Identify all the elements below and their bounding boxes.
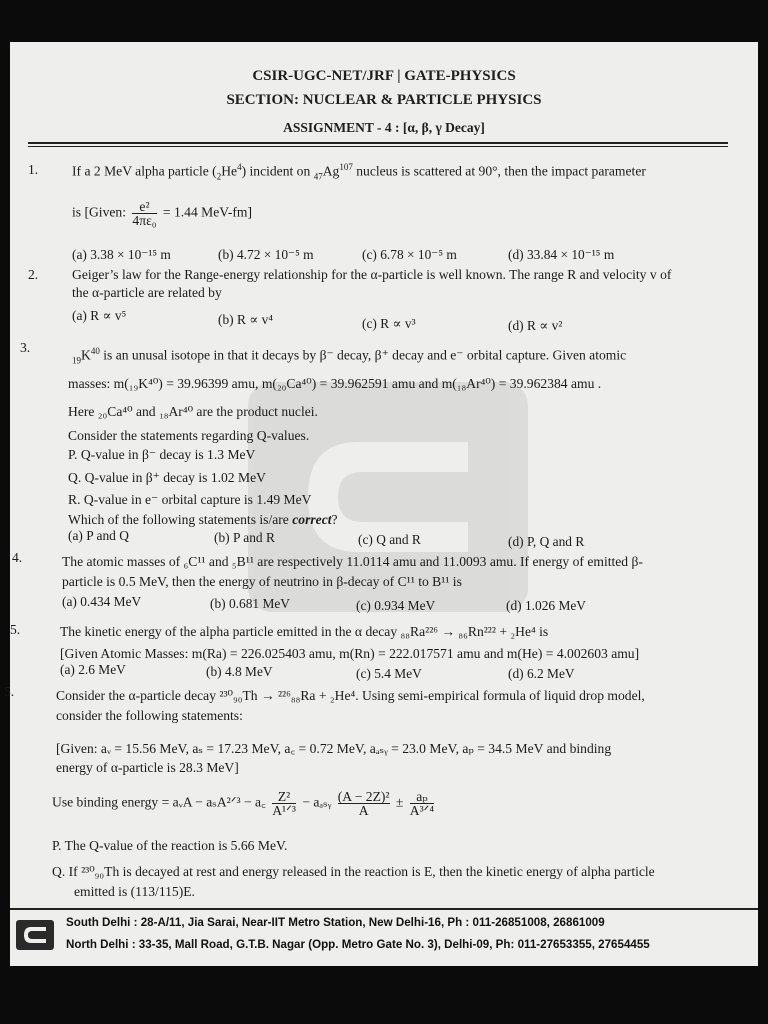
option-c: (c) R ∝ v³ bbox=[362, 316, 416, 331]
document-page bbox=[4, 42, 758, 966]
option-b: (b) 4.8 MeV bbox=[206, 664, 273, 679]
option-d: (d) 33.84 × 10⁻¹⁵ m bbox=[508, 247, 615, 262]
option-a: (a) 3.38 × 10⁻¹⁵ m bbox=[72, 247, 171, 262]
section-title: SECTION: NUCLEAR & PARTICLE PHYSICS bbox=[226, 92, 542, 108]
question-6-line2: consider the following statements: bbox=[56, 708, 243, 723]
question-6-given: [Given: aᵥ = 15.56 MeV, aₛ = 17.23 MeV, a꜀ = 0.72 MeV, aₐₛᵧ = 23.0 MeV, aₚ = 34.5 MeV and binding bbox=[56, 741, 612, 756]
header-title: CSIR-UGC-NET/JRF | GATE-PHYSICS bbox=[252, 68, 516, 84]
option-b: (b) 0.681 MeV bbox=[210, 596, 290, 611]
question-number: 2. bbox=[28, 267, 39, 282]
question-number: 5. bbox=[10, 622, 21, 637]
question-1-text: If a 2 MeV alpha particle $(_2He^4)$ incident on $_{47}Ag^{107}$ nucleus is scattered at 90°, then the impact parameter bbox=[72, 162, 646, 182]
question-3-line4: Consider the statements regarding Q-values. bbox=[68, 428, 310, 443]
question-number: 1. bbox=[28, 162, 39, 177]
option-b: (b) P and R bbox=[214, 530, 275, 545]
institute-logo bbox=[16, 920, 54, 950]
statement-r: R. Q-value in e⁻ orbital capture is 1.49 MeV bbox=[68, 492, 312, 507]
option-a: (a) P and Q bbox=[68, 528, 129, 543]
option-c: (c) 6.78 × 10⁻⁵ m bbox=[362, 247, 457, 262]
question-5-line1: The kinetic energy of the alpha particle emitted in the α decay ₈₈Ra²²⁶ → ₈₆Rn²²² + ₂He⁴ is bbox=[60, 624, 549, 639]
statement-q: Q. If ²³⁰₉₀Th is decayed at rest and energy released in the reaction is E, then the kinetic energy of alpha particle bbox=[52, 864, 655, 879]
footer bbox=[10, 908, 758, 968]
question-5-line2: [Given Atomic Masses: m(Ra) = 226.025403 amu, m(Rn) = 222.017571 amu and m(He) = 4.002603 amu] bbox=[60, 646, 640, 661]
question-1-given: is [Given: $\frac{\text{e²}}{\text{4πε₀}}$ = 1.44 MeV-fm] bbox=[72, 199, 253, 228]
statement-p: P. The Q-value of the reaction is 5.66 MeV. bbox=[52, 838, 288, 853]
option-c: (c) Q and R bbox=[358, 532, 421, 547]
question-3-line3: Here ₂₀Ca⁴⁰ and ₁₈Ar⁴⁰ are the product nuclei. bbox=[68, 404, 318, 419]
option-a: (a) 0.434 MeV bbox=[62, 594, 142, 609]
header-rule-thin bbox=[28, 146, 728, 147]
option-d: (d) 6.2 MeV bbox=[508, 666, 575, 681]
option-c: (c) 5.4 MeV bbox=[356, 666, 422, 681]
binding-energy-formula: Use binding energy = aᵥA − aₛA²ᐟ³ − a꜀ $\frac{\text{Z²}}{\text{A¹ᐟ³}}$ − aₐₛᵧ $\frac{\text{(A − 2Z)²}}{A}$ ± $\frac{\text{aₚ}}{\text{A³ᐟ⁴}}$ bbox=[52, 789, 435, 818]
option-b: (b) R ∝ v⁴ bbox=[218, 312, 274, 327]
option-d: (d) P, Q and R bbox=[508, 534, 585, 549]
question-number: 4. bbox=[12, 550, 23, 565]
statement-p: P. Q-value in β⁻ decay is 1.3 MeV bbox=[68, 447, 256, 462]
question-2-line2: the α-particle are related by bbox=[72, 285, 222, 300]
question-number: 3. bbox=[20, 340, 31, 355]
question-number: 5. bbox=[4, 684, 15, 699]
question-3-line1: $_{19}K^{40}$ is an unusal isotope in that it decays by β⁻ decay, β⁺ decay and e⁻ orbital capture. Given atomic bbox=[72, 346, 627, 366]
option-a: (a) R ∝ v⁵ bbox=[72, 308, 127, 323]
statement-q-cont: emitted is (113/115)E. bbox=[74, 884, 195, 899]
south-delhi-address: South Delhi : 28-A/11, Jia Sarai, Near-IIT Metro Station, New Delhi-16, Ph : 011-26851008, 26861009 bbox=[66, 916, 605, 929]
option-d: (d) 1.026 MeV bbox=[506, 598, 586, 613]
option-b: (b) 4.72 × 10⁻⁵ m bbox=[218, 247, 314, 262]
north-delhi-address: North Delhi : 33-35, Mall Road, G.T.B. Nagar (Opp. Metro Gate No. 3), Delhi-09, Ph: 011-27653355, 27654455 bbox=[66, 938, 650, 951]
option-a: (a) 2.6 MeV bbox=[60, 662, 126, 677]
question-6-given-2: energy of α-particle is 28.3 MeV] bbox=[56, 760, 239, 775]
question-4-line1: The atomic masses of ₆C¹¹ and ₅B¹¹ are respectively 11.0114 amu and 11.0093 amu. If energy of emitted β- bbox=[62, 554, 643, 569]
question-3-which: Which of the following statements is/are correct? bbox=[68, 512, 338, 527]
header-rule bbox=[28, 142, 728, 144]
option-c: (c) 0.934 MeV bbox=[356, 598, 436, 613]
statement-q: Q. Q-value in β⁺ decay is 1.02 MeV bbox=[68, 470, 266, 485]
assignment-title: ASSIGNMENT - 4 : [α, β, γ Decay] bbox=[283, 120, 485, 135]
question-2-line1: Geiger’s law for the Range-energy relationship for the α-particle is well known. The range R and velocity v of bbox=[72, 267, 672, 282]
question-6-line1: Consider the α-particle decay ²³⁰₉₀Th → ²²⁶₈₈Ra + ₂He⁴. Using semi-empirical formula of liquid drop model, bbox=[56, 688, 645, 703]
option-d: (d) R ∝ v² bbox=[508, 318, 563, 333]
question-4-line2: particle is 0.5 MeV, then the energy of neutrino in β-decay of C¹¹ to B¹¹ is bbox=[62, 574, 462, 589]
question-3-line2: masses: m(₁₉K⁴⁰) = 39.96399 amu, m(₂₀Ca⁴⁰) = 39.962591 amu and m(₁₈Ar⁴⁰) = 39.962384 amu . bbox=[68, 376, 602, 391]
